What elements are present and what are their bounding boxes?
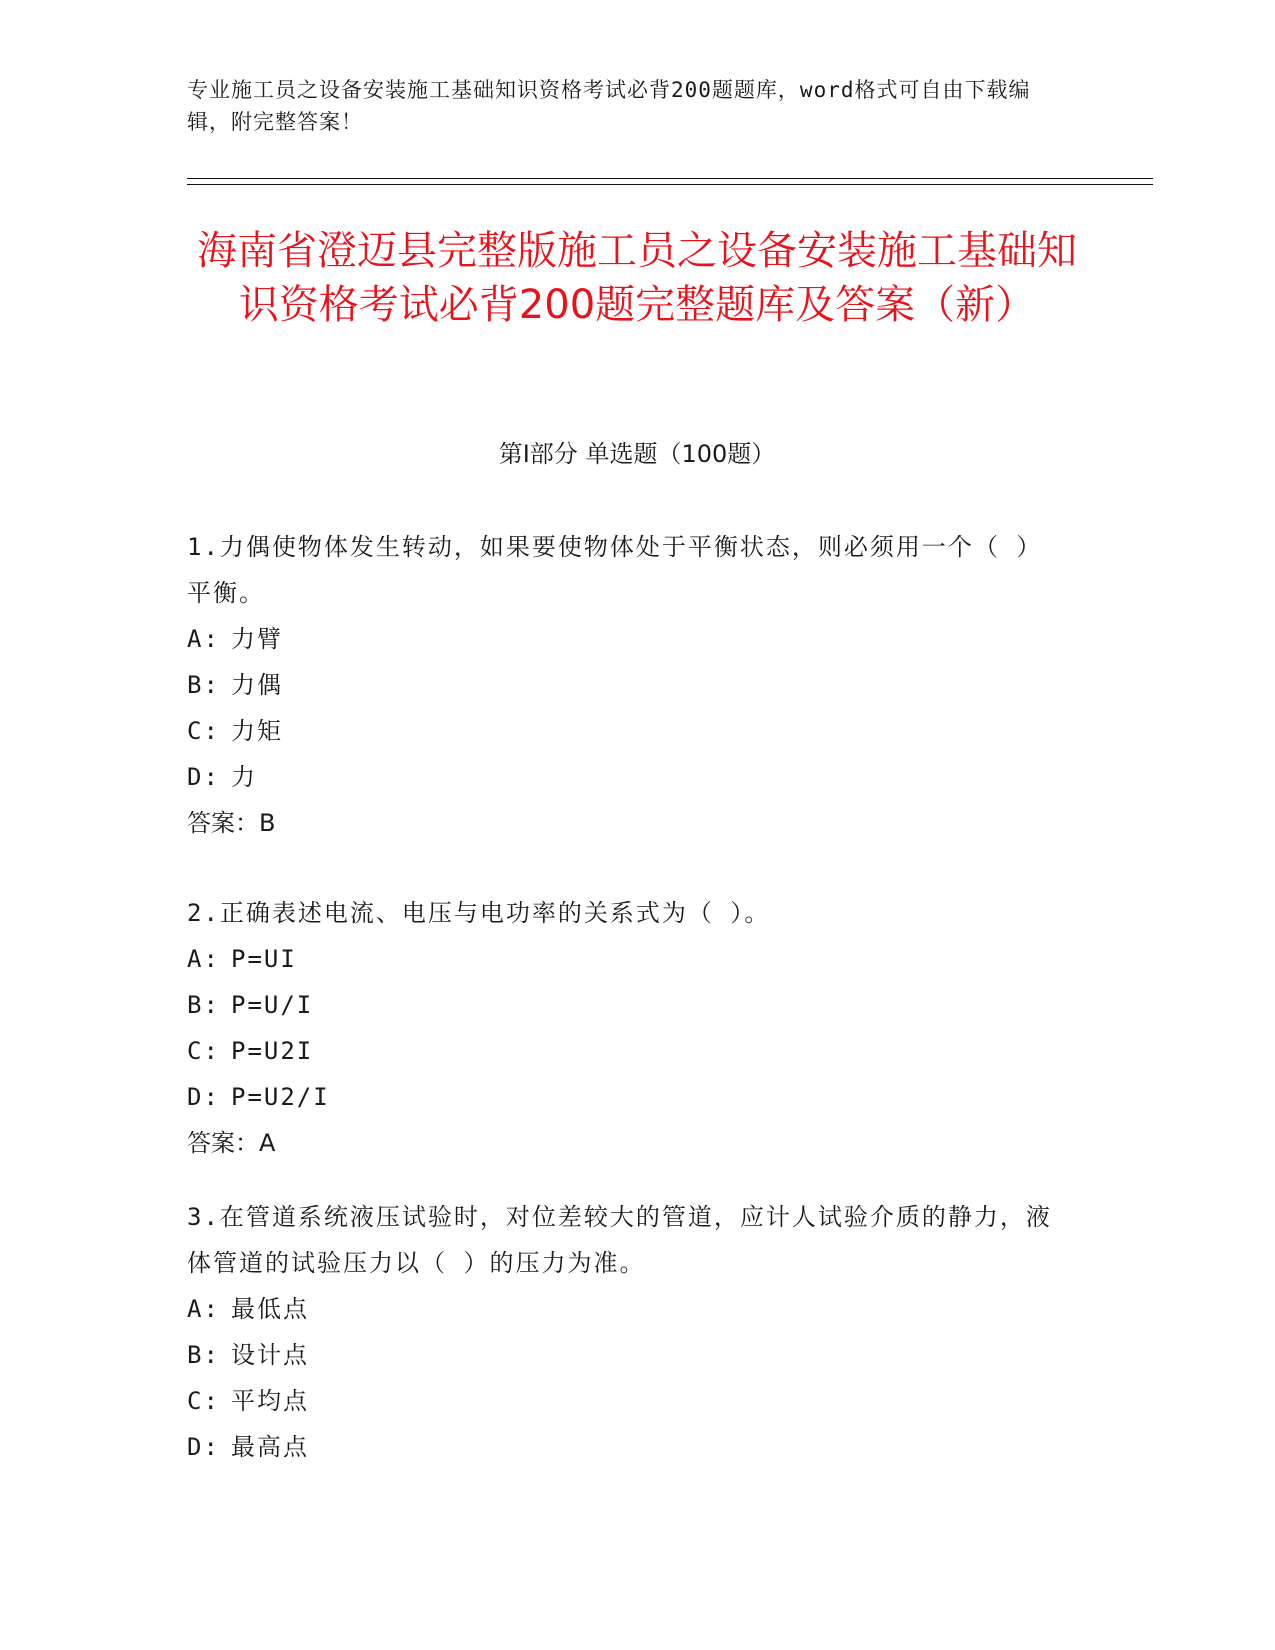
option-text: 设计点 bbox=[231, 1341, 309, 1369]
header-divider-top bbox=[187, 178, 1153, 179]
document-title: 海南省澄迈县完整版施工员之设备安装施工基础知识资格考试必背200题完整题库及答案（新） bbox=[197, 228, 1077, 328]
answer-line: 答案：B bbox=[187, 809, 276, 837]
option-key: B: bbox=[187, 671, 220, 699]
option-d bbox=[187, 1424, 1067, 1470]
question-stem: 1.力偶使物体发生转动，如果要使物体处于平衡状态，则必须用一个（ ）平衡。 bbox=[187, 533, 1043, 607]
option-a bbox=[187, 1286, 1067, 1332]
option-key: C: bbox=[187, 1037, 220, 1065]
option-key: B: bbox=[187, 991, 220, 1019]
option-text: 最高点 bbox=[231, 1433, 309, 1461]
option-b bbox=[187, 982, 1067, 1028]
option-b bbox=[187, 662, 1067, 708]
option-key: B: bbox=[187, 1341, 220, 1369]
option-key: C: bbox=[187, 717, 220, 745]
option-text: 平均点 bbox=[231, 1387, 309, 1415]
option-c bbox=[187, 708, 1067, 754]
option-text: P=U/I bbox=[231, 991, 314, 1019]
option-d bbox=[187, 754, 1067, 800]
answer-line: 答案：A bbox=[187, 1129, 276, 1157]
question-stem: 2.正确表述电流、电压与电功率的关系式为（ ）。 bbox=[187, 899, 771, 927]
question-block bbox=[187, 524, 1067, 846]
section-heading: 第Ⅰ部分 单选题（100题） bbox=[498, 440, 776, 468]
option-key: A: bbox=[187, 625, 220, 653]
option-text: P=U2/I bbox=[231, 1083, 330, 1111]
option-text: P=UI bbox=[231, 945, 297, 973]
option-key: A: bbox=[187, 945, 220, 973]
option-a bbox=[187, 936, 1067, 982]
header-divider-bottom bbox=[187, 184, 1153, 185]
question-stem: 3.在管道系统液压试验时，对位差较大的管道，应计人试验介质的静力，液体管道的试验压力以（ ）的压力为准。 bbox=[187, 1203, 1052, 1277]
option-a bbox=[187, 616, 1067, 662]
option-text: P=U2I bbox=[231, 1037, 314, 1065]
option-c bbox=[187, 1378, 1067, 1424]
option-key: D: bbox=[187, 763, 220, 791]
option-text: 力臂 bbox=[231, 625, 283, 653]
option-d bbox=[187, 1074, 1067, 1120]
option-text: 最低点 bbox=[231, 1295, 309, 1323]
option-c bbox=[187, 1028, 1067, 1074]
question-block bbox=[187, 890, 1067, 1166]
option-key: A: bbox=[187, 1295, 220, 1323]
option-text: 力偶 bbox=[231, 671, 283, 699]
question-block bbox=[187, 1194, 1067, 1470]
option-key: D: bbox=[187, 1433, 220, 1461]
option-b bbox=[187, 1332, 1067, 1378]
option-key: D: bbox=[187, 1083, 220, 1111]
option-text: 力矩 bbox=[231, 717, 283, 745]
option-key: C: bbox=[187, 1387, 220, 1415]
header-note: 专业施工员之设备安装施工基础知识资格考试必背200题题库，word格式可自由下载编辑，附完整答案！ bbox=[187, 78, 1031, 134]
option-text: 力 bbox=[231, 763, 257, 791]
